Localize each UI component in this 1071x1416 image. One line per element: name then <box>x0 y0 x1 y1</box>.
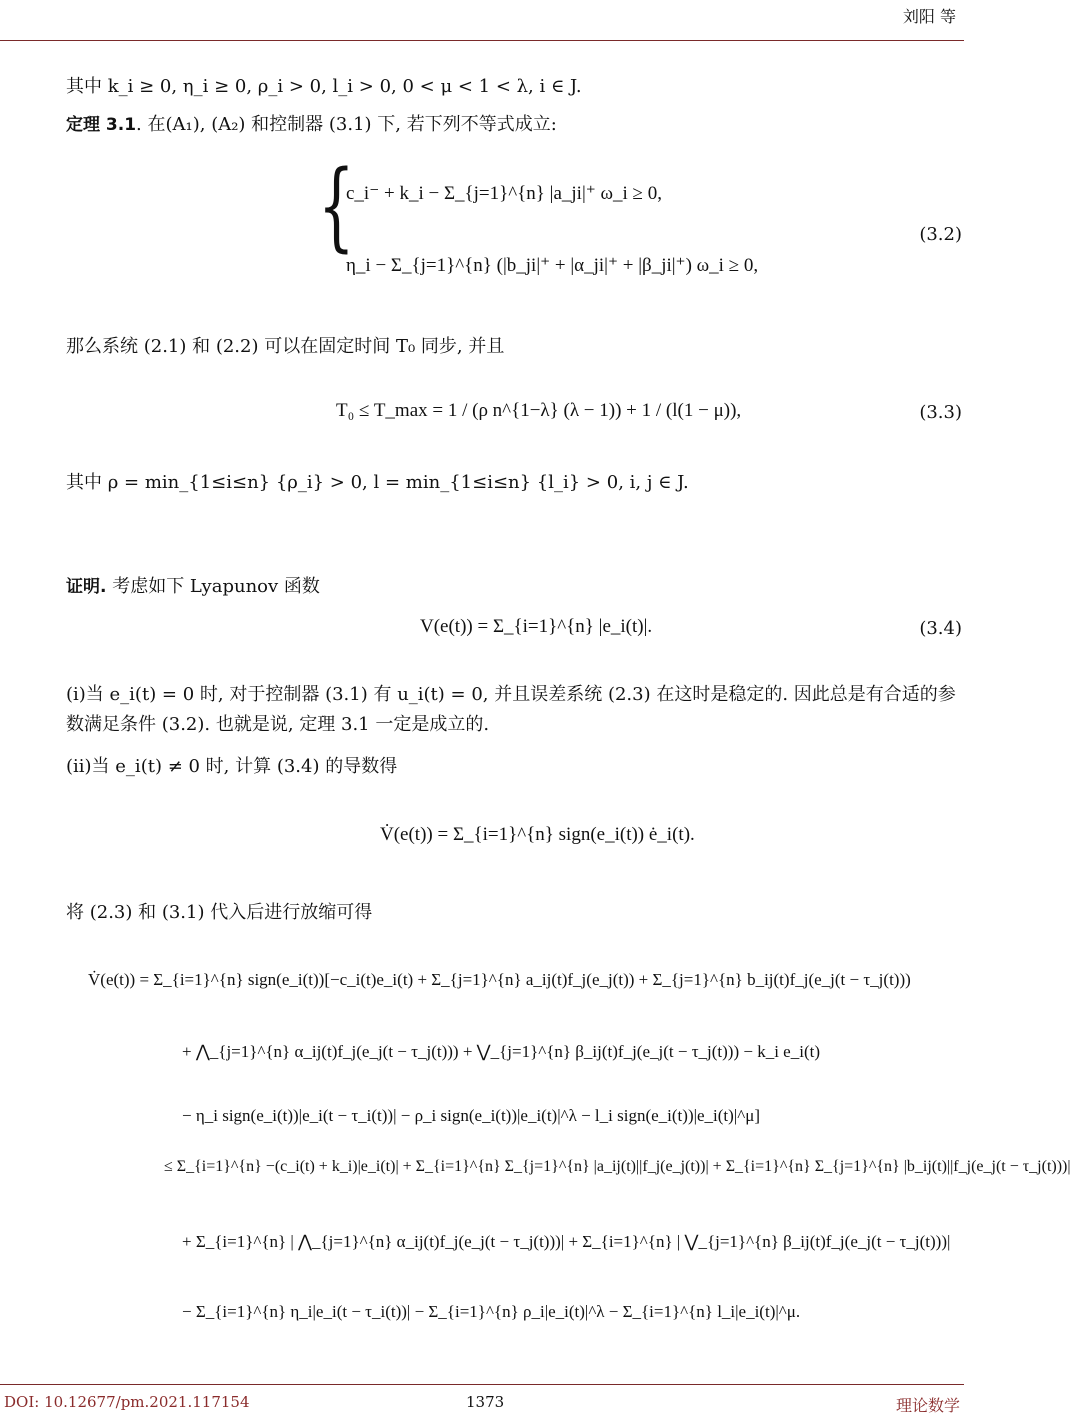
derivation-line-4: ≤ Σ_{i=1}^{n} −(c_i(t) + k_i)|e_i(t)| + Σ_{i=1}^{n} Σ_{j=1}^{n} |a_ij(t)||f_j(e_j(t))| + Σ_{i=1}^{n} Σ_{j=1}^{n} |b_ij(t)||f_j(e_j(t − τ_j(t)))| <box>164 1158 1071 1175</box>
case-ii-paragraph: (ii)当 e_i(t) ≠ 0 时, 计算 (3.4) 的导数得 <box>66 756 398 777</box>
theorem-statement <box>66 110 962 140</box>
equation-3-3: T₀ ≤ T_max = 1 / (ρ n^{1−λ} (λ − 1)) + 1 / (l(1 − μ)), <box>336 400 742 421</box>
derivation-line-6: − Σ_{i=1}^{n} η_i|e_i(t − τ_i(t))| − Σ_{i=1}^{n} ρ_i|e_i(t)|^λ − Σ_{i=1}^{n} l_i|e_i(t)|^μ. <box>182 1302 801 1321</box>
proof-paragraph <box>66 572 962 602</box>
footer-rule <box>0 1384 964 1385</box>
equation-number-3-2: (3.2) <box>919 224 962 245</box>
derivative-equation: V̇(e(t)) = Σ_{i=1}^{n} sign(e_i(t)) ė_i(t). <box>380 824 695 845</box>
derivation-line-1: V̇(e(t)) = Σ_{i=1}^{n} sign(e_i(t))[−c_i(t)e_i(t) + Σ_{j=1}^{n} a_ij(t)f_j(e_j(t)) + Σ_{j=1}^{n} b_ij(t)f_j(e_j(t − τ_j(t))) <box>88 970 911 989</box>
where-paragraph: 其中 ρ = min_{1≤i≤n} {ρ_i} > 0, l = min_{1≤i≤n} {l_i} > 0, i, j ∈ J. <box>66 472 689 493</box>
derivation-line-3: − η_i sign(e_i(t))|e_i(t − τ_i(t))| − ρ_i sign(e_i(t))|e_i(t)|^λ − l_i sign(e_i(t))|e_i(t)|^μ] <box>182 1106 760 1125</box>
equation-number-3-4: (3.4) <box>919 618 962 639</box>
footer-doi-link[interactable]: DOI: 10.12677/pm.2021.117154 <box>4 1393 250 1411</box>
conditions-paragraph <box>66 72 962 102</box>
proof-label: 证明. <box>66 577 107 597</box>
proof-text: 考虑如下 Lyapunov 函数 <box>106 576 320 597</box>
equation-3-2-line-2: η_i − Σ_{j=1}^{n} (|b_ji|⁺ + |α_ji|⁺ + |β_ji|⁺) ω_i ≥ 0, <box>346 255 759 276</box>
case-i-paragraph: (i)当 e_i(t) = 0 时, 对于控制器 (3.1) 有 u_i(t) = 0, 并且误差系统 (2.3) 在这时是稳定的. 因此总是有合适的参数满足条件 (3.2). 也就是说, 定理 3.1 一定是成立的. <box>66 684 956 735</box>
header-rule <box>0 40 964 41</box>
equation-3-4: V(e(t)) = Σ_{i=1}^{n} |e_i(t)|. <box>420 616 653 637</box>
derivation-line-5: + Σ_{i=1}^{n} | ⋀_{j=1}^{n} α_ij(t)f_j(e_j(t − τ_j(t)))| + Σ_{i=1}^{n} | ⋁_{j=1}^{n} β_ij(t)f_j(e_j(t − τ_j(t)))| <box>182 1232 951 1251</box>
footer-journal-name: 理论数学 <box>895 1396 960 1415</box>
sync-paragraph: 那么系统 (2.1) 和 (2.2) 可以在固定时间 T₀ 同步, 并且 <box>66 336 505 357</box>
substitution-paragraph: 将 (2.3) 和 (3.1) 代入后进行放缩可得 <box>66 902 373 923</box>
left-brace: { <box>318 150 355 262</box>
theorem-label: 定理 3.1 <box>66 115 137 135</box>
footer-page-number: 1373 <box>466 1393 505 1411</box>
equation-number-3-3: (3.3) <box>919 402 962 423</box>
running-header-author: 刘阳 等 <box>902 7 956 26</box>
conditions-text: 其中 k_i ≥ 0, η_i ≥ 0, ρ_i > 0, l_i > 0, 0 < μ < 1 < λ, i ∈ J. <box>66 76 582 97</box>
derivation-line-2: + ⋀_{j=1}^{n} α_ij(t)f_j(e_j(t − τ_j(t))) + ⋁_{j=1}^{n} β_ij(t)f_j(e_j(t − τ_j(t))) − k_i e_i(t) <box>182 1042 820 1061</box>
theorem-text: . 在(A₁), (A₂) 和控制器 (3.1) 下, 若下列不等式成立: <box>136 114 557 135</box>
equation-3-2-line-1: c_i⁻ + k_i − Σ_{j=1}^{n} |a_ji|⁺ ω_i ≥ 0, <box>346 183 662 204</box>
